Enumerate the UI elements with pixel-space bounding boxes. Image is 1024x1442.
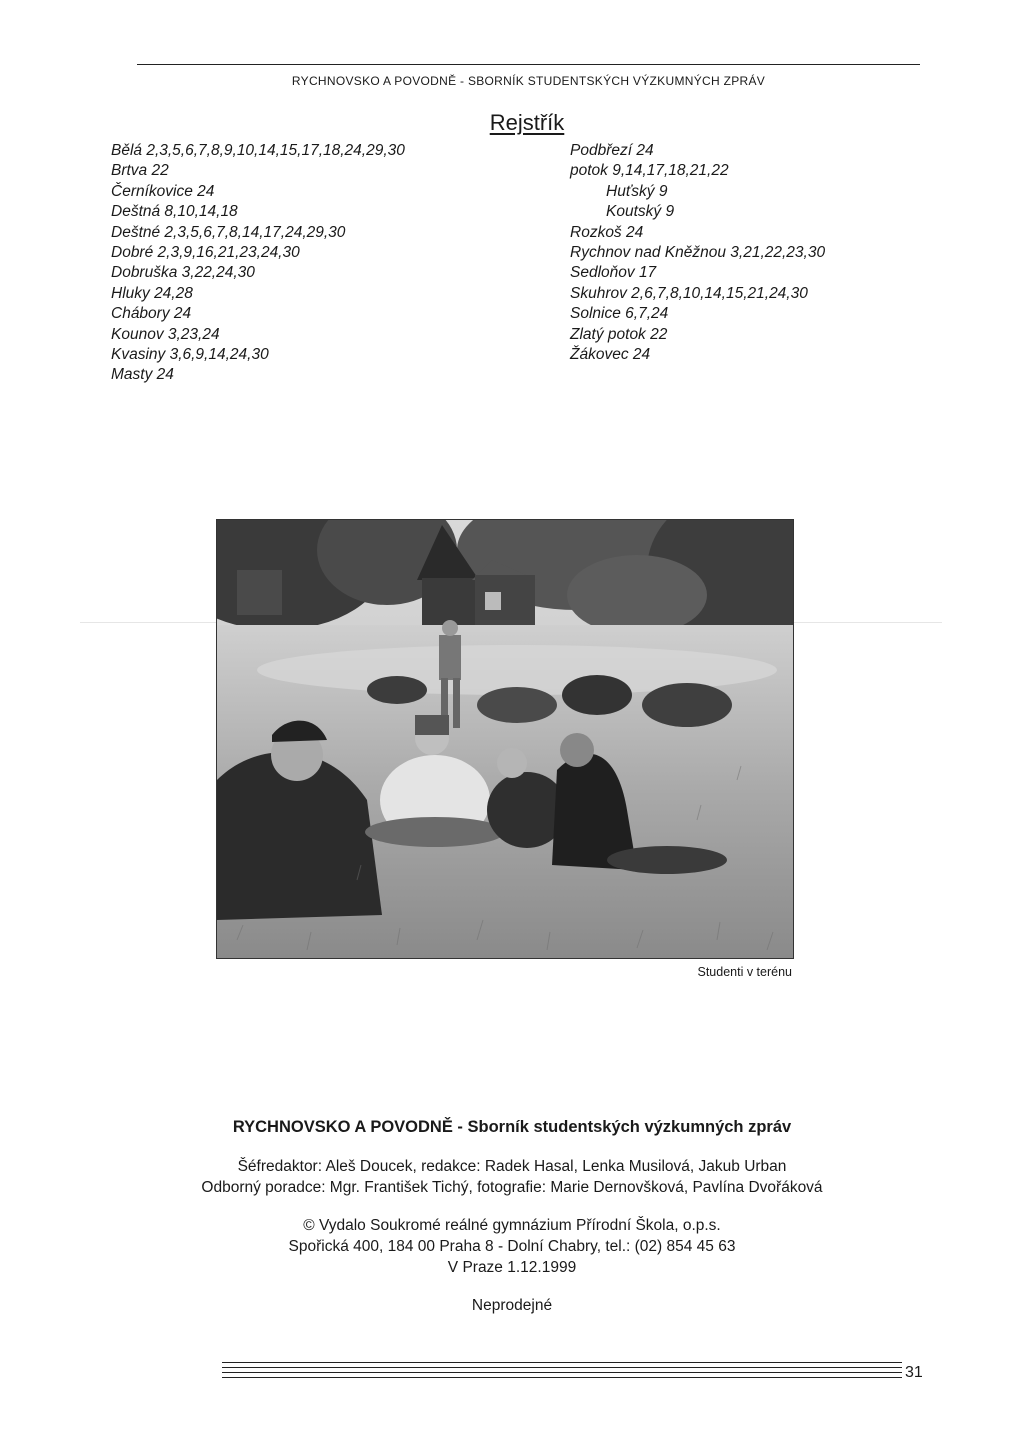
footer-rule bbox=[222, 1377, 902, 1378]
colophon-publisher: © Vydalo Soukromé reálné gymnázium Přírodní Škola, o.p.s. bbox=[303, 1217, 721, 1234]
index-title: Rejstřík bbox=[489, 110, 565, 135]
index-entry: Zlatý potok 22 bbox=[570, 325, 668, 343]
index-subentry: Huťský 9 bbox=[606, 182, 668, 200]
page-number: 31 bbox=[905, 1364, 923, 1381]
index-entry: Dobruška 3,22,24,30 bbox=[111, 264, 255, 282]
index-entry: Deštné 2,3,5,6,7,8,14,17,24,29,30 bbox=[111, 223, 346, 241]
index-right-column bbox=[570, 141, 825, 365]
header-rule bbox=[137, 64, 920, 65]
index-entry: Podbřezí 24 bbox=[570, 142, 654, 159]
colophon-editors: Šéfredaktor: Aleš Doucek, redakce: Radek Hasal, Lenka Musilová, Jakub Urban bbox=[237, 1158, 787, 1175]
index-entry: Černíkovice 24 bbox=[111, 182, 215, 200]
colophon-advisors: Odborný poradce: Mgr. František Tichý, fotografie: Marie Dernovšková, Pavlína Dvořáková bbox=[201, 1179, 823, 1196]
photo-caption: Studenti v terénu bbox=[697, 965, 792, 979]
index-subentry: Koutský 9 bbox=[606, 203, 675, 221]
index-entry: Kounov 3,23,24 bbox=[111, 325, 220, 343]
colophon-title: RYCHNOVSKO A POVODNĚ - Sborník studentských výzkumných zpráv bbox=[232, 1118, 792, 1136]
footer-rule bbox=[222, 1367, 902, 1368]
index-entry: Solnice 6,7,24 bbox=[570, 305, 669, 323]
index-entry: Žákovec 24 bbox=[570, 346, 651, 364]
colophon-note: Neprodejné bbox=[471, 1297, 553, 1314]
index-entry: Skuhrov 2,6,7,8,10,14,15,21,24,30 bbox=[570, 284, 808, 302]
footer-rule bbox=[222, 1362, 902, 1363]
scan-artifact-line bbox=[792, 622, 942, 623]
index-entry: Sedloňov 17 bbox=[570, 264, 657, 282]
index-entry: Dobré 2,3,9,16,21,23,24,30 bbox=[111, 244, 300, 262]
photo-students-in-field bbox=[216, 519, 794, 959]
colophon-date: V Praze 1.12.1999 bbox=[447, 1259, 577, 1276]
colophon-address: Spořická 400, 184 00 Praha 8 - Dolní Chabry, tel.: (02) 854 45 63 bbox=[288, 1238, 736, 1255]
index-entry: Bělá 2,3,5,6,7,8,9,10,14,15,17,18,24,29,30 bbox=[111, 142, 405, 159]
index-entry: Kvasiny 3,6,9,14,24,30 bbox=[111, 346, 269, 364]
index-entry: Deštná 8,10,14,18 bbox=[111, 203, 238, 221]
running-header: RYCHNOVSKO A POVODNĚ - SBORNÍK STUDENTSKÝCH VÝZKUMNÝCH ZPRÁV bbox=[291, 74, 766, 88]
index-entry: Brtva 22 bbox=[111, 162, 169, 180]
scan-artifact-line bbox=[80, 622, 216, 623]
index-entry: Hluky 24,28 bbox=[111, 284, 193, 302]
footer-rule bbox=[222, 1372, 902, 1373]
index-entry: Rychnov nad Kněžnou 3,21,22,23,30 bbox=[570, 244, 826, 262]
index-left-column bbox=[111, 141, 405, 386]
index-entry: Chábory 24 bbox=[111, 305, 192, 323]
index-entry: Masty 24 bbox=[111, 366, 174, 384]
index-entry: Rozkoš 24 bbox=[570, 223, 644, 241]
index-entry: potok 9,14,17,18,21,22 bbox=[570, 162, 729, 180]
